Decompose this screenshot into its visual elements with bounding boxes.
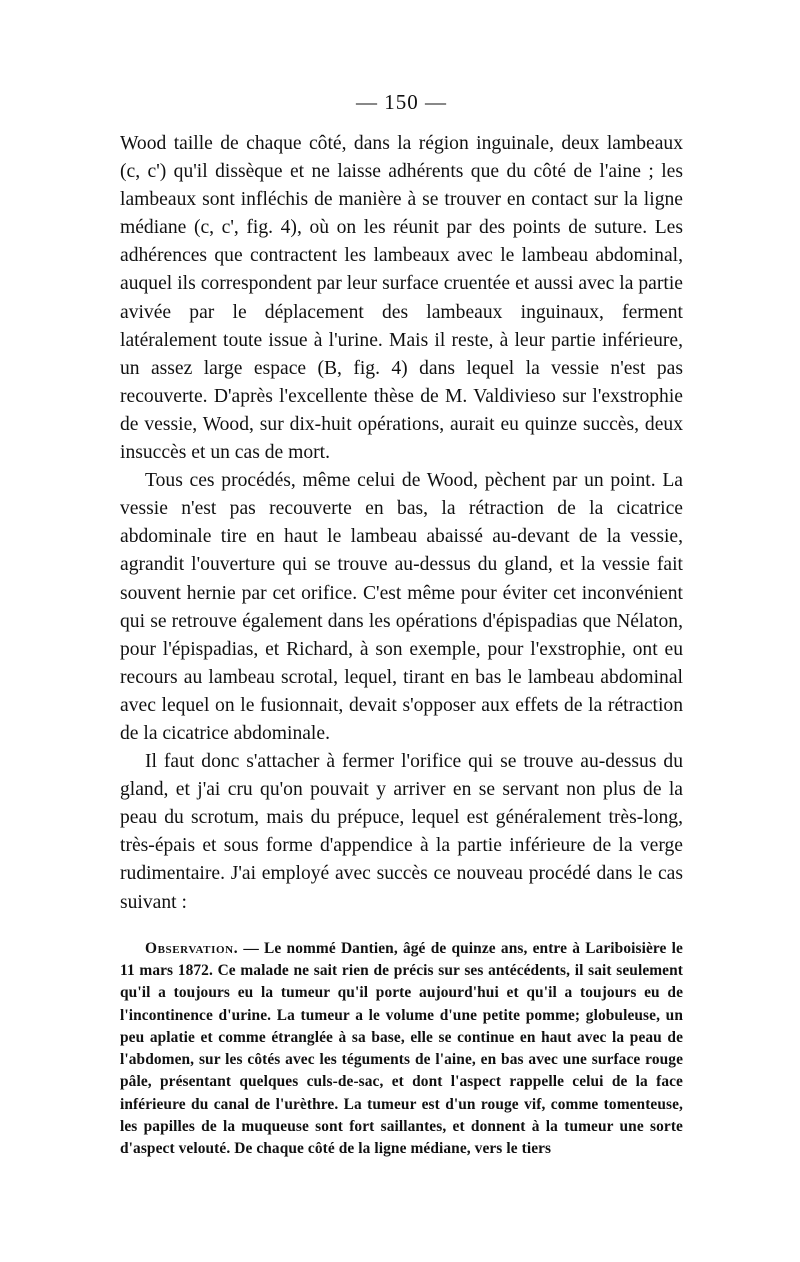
paragraph-new-procedure: Il faut donc s'attacher à fermer l'orifice qui se trouve au-dessus du gland, et j'ai cru qu'on pouvait y arriver en se servant non plus de la peau du scrotum, mais du prépuce, lequel est généralement très-long, très-épais et sous forme d'appendice à la partie inférieure de la verge rudimentaire. J'ai employé avec succès ce nouveau procédé dans le cas suivant :: [120, 751, 683, 913]
observation-note: [120, 938, 683, 1161]
observation-text: — Le nommé Dantien, âgé de quinze ans, entre à Lariboisière le 11 mars 1872. Ce malade ne sait rien de précis sur ses antécédents, il sait seulement qu'il a toujours eu la tumeur qu'il porte aujourd'hui et qu'il a toujours eu de l'incontinence d'urine. La tumeur a le volume d'une petite pomme; globuleuse, un peu aplatie et comme étranglée à sa base, elle se continue en haut avec la peau de l'abdomen, sur les côtés avec les téguments de l'aine, en bas avec une surface rouge pâle, présentant quelques culs-de-sac, et dont l'aspect rappelle celui de la face inférieure du canal de l'urèthre. La tumeur est d'un rouge vif, comme tomenteuse, les papilles de la muqueuse sont fort saillantes, et donnent à la tumeur une sorte d'aspect velouté. De chaque côté de la ligne médiane, vers le tiers: [120, 939, 683, 1158]
body-text: [120, 130, 683, 917]
page-number: — 150 —: [356, 90, 447, 114]
book-page: [120, 88, 683, 1161]
paragraph-procedures: Tous ces procédés, même celui de Wood, pèchent par un point. La vessie n'est pas recouverte en bas, la rétraction de la cicatrice abdominale tire en haut le lambeau abaissé au-devant de la vessie, agrandit l'ouverture qui se trouve au-dessus du gland, et la vessie fait souvent hernie par cet orifice. C'est même pour éviter cet inconvénient qui se retrouve également dans les opérations d'épispadias que Nélaton, pour l'épispadias, et Richard, à son exemple, pour l'exstrophie, ont eu recours au lambeau scrotal, lequel, tirant en bas le lambeau abdominal avec lequel on le fusionnait, devait s'opposer aux effets de la rétraction de la cicatrice abdominale.: [120, 470, 683, 744]
paragraph-continuation: Wood taille de chaque côté, dans la région inguinale, deux lambeaux (c, c') qu'il dissèque et ne laisse adhérents que du côté de l'aine ; les lambeaux sont infléchis de manière à se trouver en contact sur la ligne médiane (c, c', fig. 4), où on les réunit par des points de suture. Les adhérences que contractent les lambeaux avec le lambeau abdominal, auquel ils correspondent par leur surface cruentée et aussi avec la partie avivée par le déplacement des lambeaux inguinaux, ferment latéralement toute issue à l'urine. Mais il reste, à leur partie inférieure, un assez large espace (B, fig. 4) dans lequel la vessie n'est pas recouverte. D'après l'excellente thèse de M. Valdivieso sur l'exstrophie de vessie, Wood, sur dix-huit opérations, aurait eu quinze succès, deux insuccès et un cas de mort.: [120, 133, 683, 464]
observation-label: Observation.: [145, 939, 239, 957]
